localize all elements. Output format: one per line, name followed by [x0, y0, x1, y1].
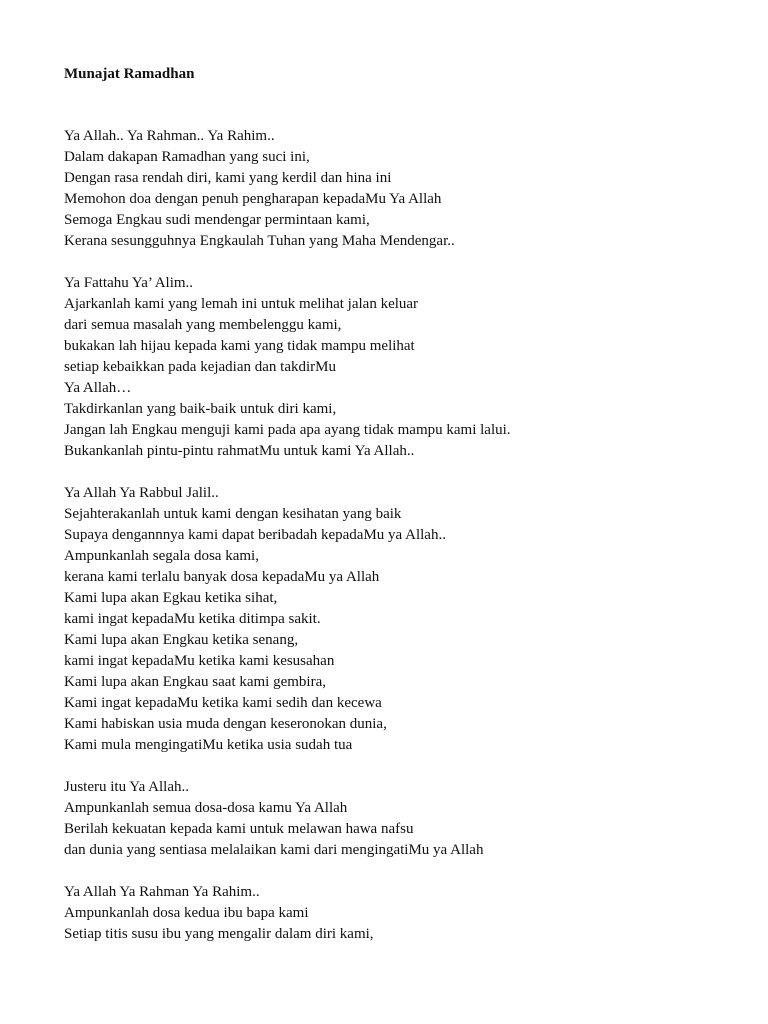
stanza — [64, 126, 744, 252]
text-line: Kami lupa akan Engkau ketika senang, — [64, 632, 299, 648]
text-line: dan dunia yang sentiasa melalaikan kami dari mengingatiMu ya Allah — [64, 842, 484, 858]
text-line: Ampunkanlah dosa kedua ibu bapa kami — [64, 905, 309, 921]
stanza — [64, 273, 744, 462]
text-line: Setiap titis susu ibu yang mengalir dalam diri kami, — [64, 926, 374, 942]
text-line: kami ingat kepadaMu ketika ditimpa sakit. — [64, 611, 321, 627]
text-line: Ya Allah Ya Rabbul Jalil.. — [64, 485, 219, 501]
text-line: Supaya dengannnya kami dapat beribadah kepadaMu ya Allah.. — [64, 527, 446, 543]
text-line: bukakan lah hijau kepada kami yang tidak mampu melihat — [64, 338, 415, 354]
text-line: Berilah kekuatan kepada kami untuk melawan hawa nafsu — [64, 821, 414, 837]
text-line: Bukankanlah pintu-pintu rahmatMu untuk kami Ya Allah.. — [64, 443, 415, 459]
stanza — [64, 777, 744, 861]
document-body — [64, 126, 744, 966]
text-line: kami ingat kepadaMu ketika kami kesusahan — [64, 653, 335, 669]
text-line: Kerana sesungguhnya Engkaulah Tuhan yang Maha Mendengar.. — [64, 233, 455, 249]
text-line: Ampunkanlah segala dosa kami, — [64, 548, 259, 564]
text-line: Takdirkanlan yang baik-baik untuk diri kami, — [64, 401, 337, 417]
text-line: Ya Allah.. Ya Rahman.. Ya Rahim.. — [64, 128, 275, 144]
text-line: Jangan lah Engkau menguji kami pada apa ayang tidak mampu kami lalui. — [64, 422, 511, 438]
text-line: Kami mula mengingatiMu ketika usia sudah tua — [64, 737, 353, 753]
text-line: dari semua masalah yang membelenggu kami, — [64, 317, 342, 333]
document-title: Munajat Ramadhan — [64, 66, 195, 82]
text-line: Semoga Engkau sudi mendengar permintaan kami, — [64, 212, 370, 228]
text-line: Ya Allah Ya Rahman Ya Rahim.. — [64, 884, 260, 900]
text-line: Ya Allah… — [64, 380, 132, 396]
text-line: Memohon doa dengan penuh pengharapan kepadaMu Ya Allah — [64, 191, 442, 207]
stanza — [64, 882, 744, 945]
text-line: kerana kami terlalu banyak dosa kepadaMu ya Allah — [64, 569, 380, 585]
text-line: Kami ingat kepadaMu ketika kami sedih dan kecewa — [64, 695, 382, 711]
text-line: Dengan rasa rendah diri, kami yang kerdil dan hina ini — [64, 170, 392, 186]
text-line: Ya Fattahu Ya’ Alim.. — [64, 275, 194, 291]
text-line: Dalam dakapan Ramadhan yang suci ini, — [64, 149, 310, 165]
text-line: Justeru itu Ya Allah.. — [64, 779, 190, 795]
text-line: Kami lupa akan Egkau ketika sihat, — [64, 590, 278, 606]
text-line: Ampunkanlah semua dosa-dosa kamu Ya Allah — [64, 800, 348, 816]
stanza — [64, 483, 744, 756]
text-line: Ajarkanlah kami yang lemah ini untuk melihat jalan keluar — [64, 296, 419, 312]
text-line: setiap kebaikkan pada kejadian dan takdirMu — [64, 359, 336, 375]
text-line: Kami habiskan usia muda dengan keseronokan dunia, — [64, 716, 387, 732]
text-line: Sejahterakanlah untuk kami dengan kesihatan yang baik — [64, 506, 402, 522]
text-line: Kami lupa akan Engkau saat kami gembira, — [64, 674, 326, 690]
